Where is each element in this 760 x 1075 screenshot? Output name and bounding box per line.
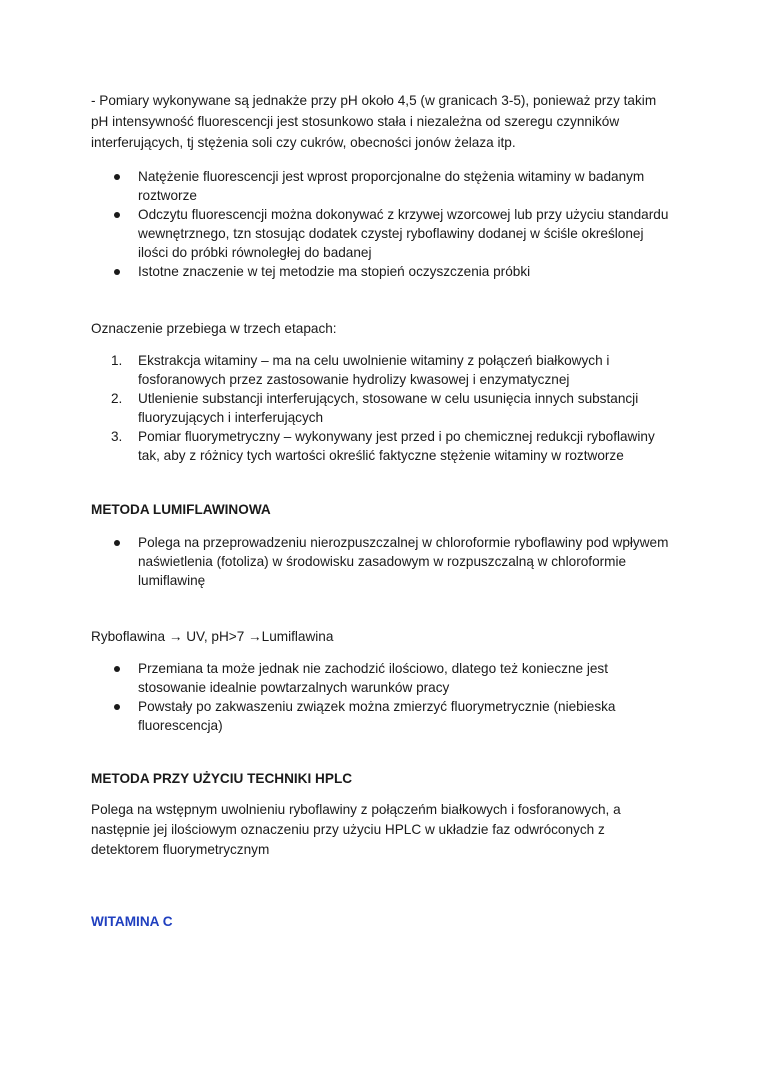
list-item: 2. Utlenienie substancji interferujących, stosowane w celu usunięcia innych substancji fluoryzujących i interferujących <box>111 391 639 425</box>
list-item: Natężenie fluorescencji jest wprost proporcjonalne do stężenia witaminy w badanym roztworze <box>91 167 671 205</box>
heading-witamina-c: WITAMINA C <box>91 914 173 929</box>
list-item: Istotne znaczenie w tej metodzie ma stopień oczyszczenia próbki <box>91 262 671 281</box>
hplc-paragraph: Polega na wstępnym uwolnieniu ryboflawiny z połączeńm białkowych i fosforanowych, a następnie jej ilościowym oznaczeniu przy użyciu HPLC w układzie faz odwróconych z detektorem fluorymetrycznym <box>91 802 621 857</box>
stages-list <box>91 351 671 465</box>
arrow-right-icon: → <box>168 629 183 644</box>
list-item: 3. Pomiar fluorymetryczny – wykonywany jest przed i po chemicznej redukcji ryboflawiny tak, aby z różnicy tych wartości określić faktyczne stężenie witaminy w roztworze <box>111 429 655 463</box>
bullet-icon <box>114 269 120 275</box>
list-item: Powstały po zakwaszeniu związek można zmierzyć fluorymetrycznie (niebieska fluorescencja) <box>91 697 671 735</box>
bullet-icon <box>114 540 120 546</box>
heading-lumiflawinowa: METODA LUMIFLAWINOWA <box>91 502 271 517</box>
document-page <box>91 90 671 931</box>
list-item: Odczytu fluorescencji można dokonywać z krzywej wzorcowej lub przy użyciu standardu wewnętrznego, tzn stosując dodatek czystej ryboflawiny dodanej w ściśle określonej ilości do próbki równoległej do badanej <box>91 205 671 262</box>
bullet-icon <box>114 666 120 672</box>
bullet-list-lumi <box>91 533 671 590</box>
stages-intro: Oznaczenie przebiega w trzech etapach: <box>91 321 337 336</box>
heading-hplc: METODA PRZY UŻYCIU TECHNIKI HPLC <box>91 771 353 786</box>
bullet-icon <box>114 174 120 180</box>
reaction-line: Ryboflawina → UV, pH>7 →Lumiflawina <box>91 629 334 644</box>
list-item: 1. Ekstrakcja witaminy – ma na celu uwolnienie witaminy z połączeń białkowych i fosforanowych przez zastosowanie hydrolizy kwasowej i enzymatycznej <box>111 353 610 387</box>
bullet-list-conversion <box>91 659 671 735</box>
bullet-icon <box>114 704 120 710</box>
intro-paragraph: - Pomiary wykonywane są jednakże przy pH około 4,5 (w granicach 3-5), ponieważ przy takim pH intensywność fluorescencji jest stosunkowo stała i niezależna od szeregu czynników interferujących, tj stężenia soli czy cukrów, obecności jonów żelaza itp. <box>91 93 657 150</box>
list-item: Przemiana ta może jednak nie zachodzić ilościowo, dlatego też konieczne jest stosowanie idealnie powtarzalnych warunków pracy <box>91 659 671 697</box>
list-item: Polega na przeprowadzeniu nierozpuszczalnej w chloroformie ryboflawiny pod wpływem naświetlenia (fotoliza) w środowisku zasadowym w rozpuszczalną w chloroformie lumiflawinę <box>91 533 671 590</box>
bullet-icon <box>114 212 120 218</box>
bullet-list-fluorescence <box>91 167 671 281</box>
arrow-right-icon: → <box>248 629 262 644</box>
